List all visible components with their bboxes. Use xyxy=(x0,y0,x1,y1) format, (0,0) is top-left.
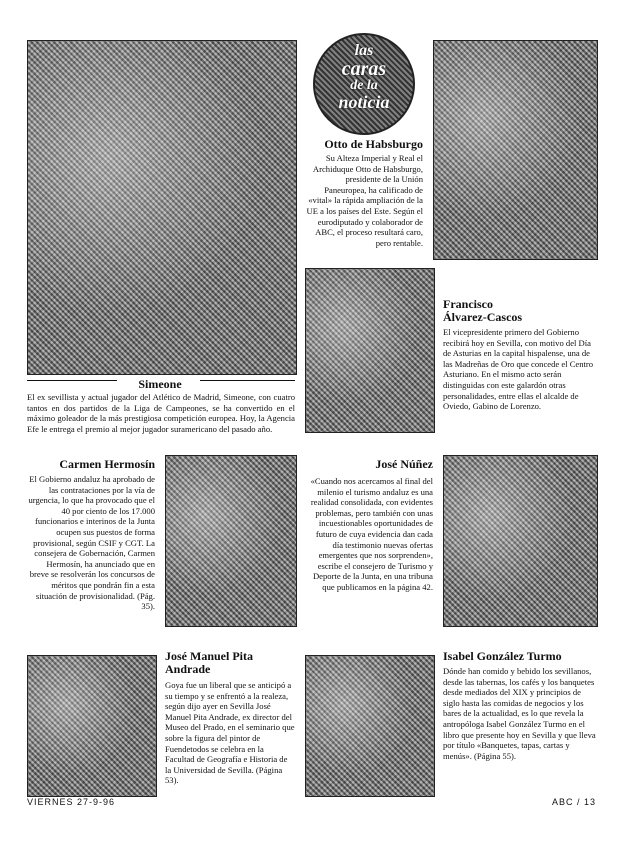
otto-text: Su Alteza Imperial y Real el Archiduque Otto de Habsburgo, presidente de la Unión Paneuropea, ha calificado de «vital» la rápida ampliación de la UE a los países del Este. Según el eurodiputado y colaborador de ABC, el proceso resultará caro, pero rentable. xyxy=(306,153,423,248)
simeone-rule-right xyxy=(200,380,295,381)
nunez-name: José Núñez xyxy=(375,457,433,471)
nunez-photo xyxy=(443,455,598,627)
hermosin-name: Carmen Hermosín xyxy=(59,457,155,471)
footer-page: ABC / 13 xyxy=(551,797,596,807)
badge-line2: caras xyxy=(341,58,387,80)
pita-name-2: Andrade xyxy=(165,662,211,676)
pita-text: Goya fue un liberal que se anticipó a su tiempo y se enfrentó a la realeza, según dijo ayer en Sevilla José Manuel Pita Andrade, ex director del Museo del Prado, en el seminario que sobre la figura del pintor de Fuendetodos se celebra en la Facultad de Geografía e Historia de la Universidad de Sevilla. (Página 53). xyxy=(165,680,295,786)
cascos-name-1: Francisco xyxy=(443,297,493,311)
pita-photo xyxy=(27,655,157,797)
section-badge xyxy=(313,33,415,135)
badge-line3: de la xyxy=(350,78,378,93)
simeone-name: Simeone xyxy=(138,377,182,391)
badge-line1: las xyxy=(354,42,374,59)
turmo-photo xyxy=(305,655,435,797)
cascos-photo xyxy=(305,268,435,433)
footer-date: VIERNES 27-9-96 xyxy=(27,797,116,807)
simeone-rule xyxy=(27,380,117,381)
simeone-photo xyxy=(27,40,297,375)
turmo-text: Dónde han comido y bebido los sevillanos, desde las tabernas, los cafés y los banquetes desde mediados del XIX y principios de siglo hasta las comidas de negocios y los bares de la actualidad, es lo que revela la antropóloga Isabel González Turmo en el libro que presente hoy en Sevilla y que lleva por título «Banquetes, tapas, cartas y menús». (Página 55). xyxy=(443,666,596,761)
hermosin-text: El Gobierno andaluz ha aprobado de las contrataciones por la vía de urgencia, lo que ha provocado que el 40 por ciento de los 17.000 funcionarios e interinos de la Junta ocupen sus puestos de forma provisional, según CSIF y CGT. La consejera de Gobernación, Carmen Hermosín, ha anunciado que en breve se resolverán los concursos de méritos que pondrán fin a esta situación de provisionalidad. (Pág. 35). xyxy=(28,474,155,612)
nunez-text: «Cuando nos acercamos al final del milenio el turismo andaluz es una realidad consolidada, con evidentes problemas, pero también con unas incuestionables oportunidades de futuro de cuya evidencia dan cada día testimonio nuevas ofertas emergentes que nos sorprenden», escribe el consejero de Turismo y Deporte de la Junta, en una tribuna que publicamos en la página 42. xyxy=(310,476,433,592)
cascos-text: El vicepresidente primero del Gobierno recibirá hoy en Sevilla, con motivo del Día de Asturias en la capital hispalense, una de las Madreñas de Oro que concede el Centro Asturiano. En el mismo acto serán distinguidas con este galardón otras personalidades, entre ellas el alcalde de Oviedo, Gabino de Lorenzo. xyxy=(443,327,594,412)
otto-photo xyxy=(433,40,598,260)
hermosin-photo xyxy=(165,455,297,627)
pita-name-1: José Manuel Pita xyxy=(165,649,253,663)
simeone-text: El ex sevillista y actual jugador del Atlético de Madrid, Simeone, con cuatro tantos en dos partidos de la Liga de Campeones, se ha convertido en el máximo goleador de la más prestigiosa competición europea. Hoy, la Agencia Efe le entrega el premio al mejor jugador suramericano del pasado año. xyxy=(27,392,295,434)
cascos-name-2: Álvarez-Cascos xyxy=(443,310,523,324)
turmo-name: Isabel González Turmo xyxy=(443,649,562,663)
badge-line4: noticia xyxy=(338,92,390,112)
otto-name: Otto de Habsburgo xyxy=(324,137,423,151)
